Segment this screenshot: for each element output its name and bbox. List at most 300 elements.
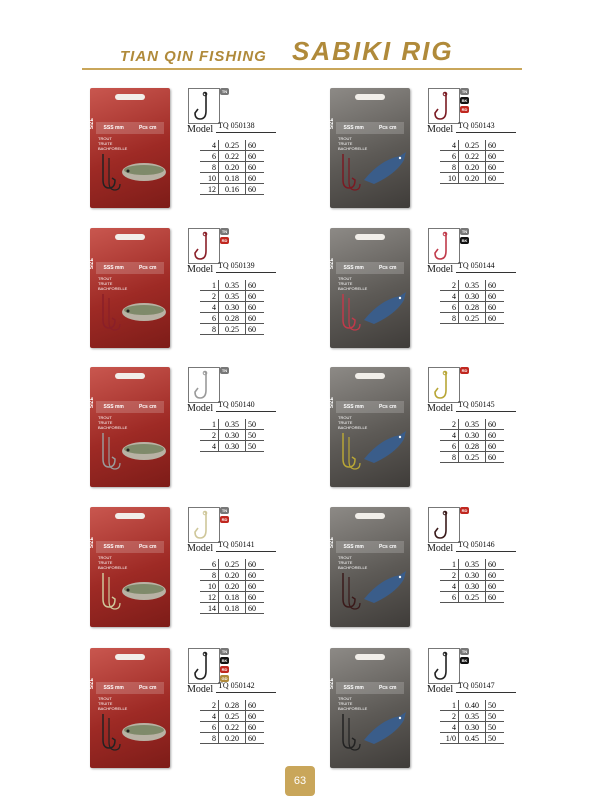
finish-badge: RD bbox=[461, 508, 468, 513]
model-label: Model bbox=[427, 684, 454, 695]
line-diameter-cell: 0.20 bbox=[219, 581, 246, 592]
model-label: Model bbox=[427, 124, 454, 135]
line-diameter-cell: 0.35 bbox=[459, 711, 486, 722]
pack-sss-label: SSS mm bbox=[343, 544, 364, 550]
length-cell: 60 bbox=[246, 162, 265, 173]
pack-species-item: TRUITE bbox=[98, 701, 113, 706]
hook-icon bbox=[432, 91, 456, 121]
table-row bbox=[440, 419, 504, 430]
finish-badge: GD bbox=[221, 676, 228, 681]
hook-size-cell: 10 bbox=[200, 173, 219, 184]
pack-hook-icon bbox=[95, 571, 121, 611]
hook-size-cell: 8 bbox=[200, 162, 219, 173]
hook-icon bbox=[432, 510, 456, 540]
model-underline bbox=[456, 692, 516, 693]
pack-size-label: SIZE bbox=[89, 678, 95, 690]
pack-species-list bbox=[98, 555, 127, 570]
fish-icon bbox=[120, 290, 168, 332]
table-row bbox=[440, 559, 504, 570]
pack-info-band bbox=[336, 541, 404, 553]
model-code: TQ 050145 bbox=[458, 400, 495, 409]
rig-package-image bbox=[90, 367, 170, 487]
hook-size-cell: 4 bbox=[440, 140, 459, 151]
hook-size-cell: 4 bbox=[200, 441, 219, 452]
length-cell: 60 bbox=[486, 151, 505, 162]
hook-size-cell: 8 bbox=[440, 452, 459, 463]
model-label: Model bbox=[187, 543, 214, 554]
table-row bbox=[440, 302, 504, 313]
hook-size-cell: 8 bbox=[440, 313, 459, 324]
hook-size-cell: 6 bbox=[200, 722, 219, 733]
product-card bbox=[330, 228, 580, 353]
table-row bbox=[200, 581, 264, 592]
pack-sss-label: SSS mm bbox=[343, 125, 364, 131]
line-diameter-cell: 0.25 bbox=[459, 140, 486, 151]
pack-info-band bbox=[96, 541, 164, 553]
spec-table bbox=[440, 280, 504, 324]
table-row bbox=[440, 711, 504, 722]
length-cell: 60 bbox=[246, 151, 265, 162]
pack-species-list bbox=[98, 276, 127, 291]
pack-species-item: TRUITE bbox=[338, 560, 353, 565]
pack-sss-label: SSS mm bbox=[103, 404, 124, 410]
pack-hook-icon bbox=[95, 712, 121, 752]
product-card bbox=[330, 507, 580, 632]
line-diameter-cell: 0.20 bbox=[459, 173, 486, 184]
pack-pcs-label: Pcs cm bbox=[378, 265, 397, 271]
hook-size-cell: 6 bbox=[440, 441, 459, 452]
line-diameter-cell: 0.18 bbox=[219, 603, 246, 614]
table-row bbox=[440, 570, 504, 581]
line-diameter-cell: 0.28 bbox=[459, 441, 486, 452]
hook-icon bbox=[432, 370, 456, 400]
pack-species-item: TROUT bbox=[98, 136, 112, 141]
length-cell: 60 bbox=[246, 711, 265, 722]
pack-info-band bbox=[336, 682, 404, 694]
hang-tab bbox=[115, 373, 145, 379]
pack-pcs-label: Pcs cm bbox=[138, 685, 157, 691]
fish-icon bbox=[360, 150, 408, 192]
pack-species-item: TRUITE bbox=[98, 560, 113, 565]
product-card bbox=[90, 367, 340, 492]
pack-species-item: BACHFORELLE bbox=[338, 425, 368, 430]
hook-icon bbox=[432, 231, 456, 261]
hook-icon bbox=[192, 91, 216, 121]
pack-pcs-label: Pcs cm bbox=[138, 265, 157, 271]
pack-hook-icon bbox=[335, 152, 361, 192]
finish-badge: TN bbox=[221, 89, 228, 94]
pack-info-band bbox=[96, 122, 164, 134]
line-diameter-cell: 0.30 bbox=[459, 291, 486, 302]
table-row bbox=[440, 722, 504, 733]
model-label: Model bbox=[187, 124, 214, 135]
spec-table bbox=[200, 140, 264, 195]
hook-size-cell: 6 bbox=[200, 559, 219, 570]
table-row bbox=[440, 441, 504, 452]
pack-species-list bbox=[338, 276, 367, 291]
pack-pcs-label: Pcs cm bbox=[378, 544, 397, 550]
finish-badge: BK bbox=[461, 98, 468, 103]
line-diameter-cell: 0.25 bbox=[459, 452, 486, 463]
line-diameter-cell: 0.30 bbox=[219, 441, 246, 452]
pack-species-item: TROUT bbox=[338, 555, 352, 560]
line-diameter-cell: 0.25 bbox=[219, 324, 246, 335]
model-label: Model bbox=[427, 403, 454, 414]
hook-size-cell: 10 bbox=[200, 581, 219, 592]
pack-sss-label: SSS mm bbox=[343, 685, 364, 691]
pack-hook-icon bbox=[335, 712, 361, 752]
hook-size-cell: 4 bbox=[200, 140, 219, 151]
hook-thumbnail bbox=[188, 228, 220, 264]
hook-size-cell: 14 bbox=[200, 603, 219, 614]
page-header bbox=[0, 0, 600, 80]
line-diameter-cell: 0.22 bbox=[219, 151, 246, 162]
table-row bbox=[200, 280, 264, 291]
length-cell: 60 bbox=[486, 140, 505, 151]
line-diameter-cell: 0.40 bbox=[459, 700, 486, 711]
product-card bbox=[90, 228, 340, 353]
finish-badge: RD bbox=[221, 238, 228, 243]
pack-size-label: SIZE bbox=[89, 258, 95, 270]
pack-size-label: SIZE bbox=[329, 397, 335, 409]
brand-name: TIAN QIN FISHING bbox=[120, 48, 267, 65]
hook-size-cell: 4 bbox=[440, 291, 459, 302]
length-cell: 60 bbox=[486, 280, 505, 291]
spec-table bbox=[440, 419, 504, 463]
hook-size-cell: 6 bbox=[440, 151, 459, 162]
rig-package-image bbox=[330, 228, 410, 348]
length-cell: 50 bbox=[486, 711, 505, 722]
finish-badge: RD bbox=[461, 368, 468, 373]
length-cell: 60 bbox=[486, 313, 505, 324]
finish-badges bbox=[460, 88, 472, 115]
table-row bbox=[440, 452, 504, 463]
hook-size-cell: 4 bbox=[440, 430, 459, 441]
model-code: TQ 050141 bbox=[218, 540, 255, 549]
hang-tab bbox=[355, 373, 385, 379]
length-cell: 60 bbox=[486, 441, 505, 452]
hook-size-cell: 8 bbox=[200, 733, 219, 744]
finish-badge: TN bbox=[221, 649, 228, 654]
line-diameter-cell: 0.35 bbox=[219, 419, 246, 430]
table-row bbox=[200, 733, 264, 744]
hang-tab bbox=[355, 234, 385, 240]
fish-icon bbox=[120, 569, 168, 611]
pack-species-item: TRUITE bbox=[98, 281, 113, 286]
line-diameter-cell: 0.16 bbox=[219, 184, 246, 195]
fish-icon bbox=[120, 429, 168, 471]
pack-species-item: TRUITE bbox=[338, 141, 353, 146]
pack-pcs-label: Pcs cm bbox=[138, 404, 157, 410]
pack-hook-icon bbox=[335, 571, 361, 611]
pack-species-list bbox=[338, 415, 367, 430]
rig-package-image bbox=[330, 88, 410, 208]
finish-badges bbox=[460, 228, 472, 246]
line-diameter-cell: 0.35 bbox=[459, 419, 486, 430]
model-underline bbox=[456, 411, 516, 412]
finish-badge: RD bbox=[221, 517, 228, 522]
pack-species-item: TROUT bbox=[98, 415, 112, 420]
spec-table bbox=[440, 140, 504, 184]
pack-sss-label: SSS mm bbox=[103, 685, 124, 691]
line-diameter-cell: 0.28 bbox=[219, 313, 246, 324]
length-cell: 60 bbox=[486, 291, 505, 302]
model-code: TQ 050138 bbox=[218, 121, 255, 130]
spec-table bbox=[200, 280, 264, 335]
length-cell: 60 bbox=[246, 291, 265, 302]
hook-size-cell: 1 bbox=[200, 419, 219, 430]
pack-info-band bbox=[336, 401, 404, 413]
line-diameter-cell: 0.30 bbox=[459, 430, 486, 441]
model-underline bbox=[216, 272, 276, 273]
line-diameter-cell: 0.30 bbox=[459, 581, 486, 592]
length-cell: 60 bbox=[246, 280, 265, 291]
table-row bbox=[440, 581, 504, 592]
rig-package-image bbox=[90, 507, 170, 627]
finish-badge: BK bbox=[461, 238, 468, 243]
length-cell: 60 bbox=[486, 162, 505, 173]
hook-size-cell: 2 bbox=[440, 570, 459, 581]
hook-size-cell: 6 bbox=[440, 592, 459, 603]
product-card bbox=[90, 648, 340, 773]
length-cell: 50 bbox=[486, 700, 505, 711]
pack-pcs-label: Pcs cm bbox=[378, 125, 397, 131]
table-row bbox=[200, 162, 264, 173]
pack-species-item: TROUT bbox=[338, 276, 352, 281]
pack-sss-label: SSS mm bbox=[103, 544, 124, 550]
pack-size-label: SIZE bbox=[89, 397, 95, 409]
pack-hook-icon bbox=[95, 292, 121, 332]
table-row bbox=[440, 291, 504, 302]
product-card bbox=[90, 507, 340, 632]
hook-thumbnail bbox=[188, 88, 220, 124]
hook-size-cell: 2 bbox=[440, 280, 459, 291]
pack-info-band bbox=[96, 401, 164, 413]
length-cell: 60 bbox=[246, 313, 265, 324]
finish-badge: TN bbox=[221, 229, 228, 234]
product-card bbox=[330, 648, 580, 773]
model-code: TQ 050146 bbox=[458, 540, 495, 549]
pack-species-item: BACHFORELLE bbox=[338, 146, 368, 151]
model-label: Model bbox=[187, 264, 214, 275]
hook-size-cell: 6 bbox=[440, 302, 459, 313]
model-code: TQ 050140 bbox=[218, 400, 255, 409]
length-cell: 60 bbox=[246, 184, 265, 195]
length-cell: 50 bbox=[246, 441, 265, 452]
table-row bbox=[200, 313, 264, 324]
hook-size-cell: 4 bbox=[200, 711, 219, 722]
hook-thumbnail bbox=[428, 367, 460, 403]
line-diameter-cell: 0.30 bbox=[219, 430, 246, 441]
table-row bbox=[200, 700, 264, 711]
hook-thumbnail bbox=[188, 367, 220, 403]
pack-species-item: TROUT bbox=[98, 696, 112, 701]
table-row bbox=[200, 592, 264, 603]
model-underline bbox=[216, 692, 276, 693]
table-row bbox=[440, 140, 504, 151]
pack-species-list bbox=[338, 696, 367, 711]
pack-species-item: TRUITE bbox=[98, 420, 113, 425]
table-row bbox=[200, 302, 264, 313]
pack-hook-icon bbox=[335, 431, 361, 471]
hook-size-cell: 1 bbox=[440, 700, 459, 711]
line-diameter-cell: 0.35 bbox=[459, 559, 486, 570]
length-cell: 60 bbox=[486, 592, 505, 603]
hook-size-cell: 4 bbox=[440, 722, 459, 733]
line-diameter-cell: 0.30 bbox=[459, 722, 486, 733]
hook-size-cell: 12 bbox=[200, 592, 219, 603]
hook-size-cell: 6 bbox=[200, 313, 219, 324]
table-row bbox=[440, 151, 504, 162]
pack-hook-icon bbox=[95, 152, 121, 192]
hang-tab bbox=[115, 654, 145, 660]
hook-thumbnail bbox=[188, 648, 220, 684]
model-underline bbox=[216, 132, 276, 133]
spec-table bbox=[440, 700, 504, 744]
fish-icon bbox=[360, 569, 408, 611]
rig-package-image bbox=[90, 228, 170, 348]
pack-info-band bbox=[96, 682, 164, 694]
page-title: SABIKI RIG bbox=[292, 36, 454, 66]
hang-tab bbox=[355, 513, 385, 519]
page-number: 63 bbox=[285, 766, 315, 796]
model-underline bbox=[456, 272, 516, 273]
line-diameter-cell: 0.18 bbox=[219, 592, 246, 603]
hang-tab bbox=[355, 654, 385, 660]
table-row bbox=[200, 419, 264, 430]
table-row bbox=[440, 173, 504, 184]
pack-species-item: BACHFORELLE bbox=[338, 565, 368, 570]
pack-species-item: BACHFORELLE bbox=[98, 706, 128, 711]
finish-badges bbox=[220, 648, 232, 684]
table-row bbox=[200, 184, 264, 195]
finish-badges bbox=[460, 648, 472, 666]
model-underline bbox=[216, 411, 276, 412]
pack-size-label: SIZE bbox=[329, 258, 335, 270]
length-cell: 50 bbox=[486, 733, 505, 744]
pack-size-label: SIZE bbox=[329, 118, 335, 130]
finish-badge: TN bbox=[461, 649, 468, 654]
pack-hook-icon bbox=[335, 292, 361, 332]
pack-species-list bbox=[98, 415, 127, 430]
pack-species-item: TRUITE bbox=[338, 701, 353, 706]
length-cell: 60 bbox=[486, 302, 505, 313]
hook-size-cell: 10 bbox=[440, 173, 459, 184]
pack-species-item: BACHFORELLE bbox=[98, 425, 128, 430]
fish-icon bbox=[360, 710, 408, 752]
pack-species-item: TROUT bbox=[338, 136, 352, 141]
pack-species-list bbox=[98, 136, 127, 151]
hook-thumbnail bbox=[428, 648, 460, 684]
hook-size-cell: 4 bbox=[440, 581, 459, 592]
line-diameter-cell: 0.18 bbox=[219, 173, 246, 184]
hook-size-cell: 8 bbox=[440, 162, 459, 173]
pack-species-item: TROUT bbox=[338, 696, 352, 701]
hook-thumbnail bbox=[428, 507, 460, 543]
table-row bbox=[440, 733, 504, 744]
model-code: TQ 050144 bbox=[458, 261, 495, 270]
hook-icon bbox=[192, 510, 216, 540]
line-diameter-cell: 0.20 bbox=[459, 162, 486, 173]
pack-species-item: BACHFORELLE bbox=[98, 146, 128, 151]
line-diameter-cell: 0.30 bbox=[459, 570, 486, 581]
length-cell: 60 bbox=[486, 581, 505, 592]
model-label: Model bbox=[187, 684, 214, 695]
rig-package-image bbox=[330, 367, 410, 487]
model-label: Model bbox=[427, 543, 454, 554]
hang-tab bbox=[355, 94, 385, 100]
pack-species-item: TRUITE bbox=[98, 141, 113, 146]
pack-size-label: SIZE bbox=[89, 118, 95, 130]
model-underline bbox=[456, 551, 516, 552]
hang-tab bbox=[115, 513, 145, 519]
length-cell: 60 bbox=[486, 419, 505, 430]
spec-table bbox=[440, 559, 504, 603]
line-diameter-cell: 0.25 bbox=[219, 711, 246, 722]
length-cell: 60 bbox=[246, 581, 265, 592]
finish-badge: BK bbox=[221, 658, 228, 663]
finish-badge: RD bbox=[221, 667, 228, 672]
hook-size-cell: 2 bbox=[200, 430, 219, 441]
pack-species-list bbox=[338, 136, 367, 151]
hook-thumbnail bbox=[428, 88, 460, 124]
pack-pcs-label: Pcs cm bbox=[138, 125, 157, 131]
length-cell: 60 bbox=[246, 140, 265, 151]
hook-size-cell: 8 bbox=[200, 570, 219, 581]
product-card bbox=[330, 367, 580, 492]
table-row bbox=[200, 570, 264, 581]
line-diameter-cell: 0.25 bbox=[459, 313, 486, 324]
line-diameter-cell: 0.25 bbox=[459, 592, 486, 603]
pack-size-label: SIZE bbox=[329, 537, 335, 549]
fish-icon bbox=[120, 710, 168, 752]
table-row bbox=[200, 441, 264, 452]
table-row bbox=[200, 711, 264, 722]
length-cell: 60 bbox=[246, 324, 265, 335]
pack-species-item: BACHFORELLE bbox=[98, 286, 128, 291]
length-cell: 60 bbox=[486, 452, 505, 463]
line-diameter-cell: 0.22 bbox=[219, 722, 246, 733]
hook-size-cell: 1 bbox=[440, 559, 459, 570]
pack-species-item: TROUT bbox=[98, 555, 112, 560]
pack-species-list bbox=[98, 696, 127, 711]
pack-info-band bbox=[336, 122, 404, 134]
pack-sss-label: SSS mm bbox=[103, 125, 124, 131]
line-diameter-cell: 0.25 bbox=[219, 559, 246, 570]
table-row bbox=[440, 280, 504, 291]
hook-size-cell: 12 bbox=[200, 184, 219, 195]
finish-badges bbox=[460, 507, 472, 516]
table-row bbox=[200, 291, 264, 302]
model-label: Model bbox=[427, 264, 454, 275]
length-cell: 60 bbox=[246, 592, 265, 603]
table-row bbox=[440, 700, 504, 711]
line-diameter-cell: 0.35 bbox=[219, 291, 246, 302]
line-diameter-cell: 0.25 bbox=[219, 140, 246, 151]
table-row bbox=[200, 722, 264, 733]
line-diameter-cell: 0.20 bbox=[219, 570, 246, 581]
product-card bbox=[90, 88, 340, 213]
finish-badges bbox=[460, 367, 472, 376]
finish-badge: TN bbox=[221, 508, 228, 513]
table-row bbox=[200, 173, 264, 184]
model-underline bbox=[456, 132, 516, 133]
hook-size-cell: 2 bbox=[440, 419, 459, 430]
spec-table bbox=[200, 700, 264, 744]
length-cell: 50 bbox=[246, 430, 265, 441]
pack-species-item: TRUITE bbox=[338, 420, 353, 425]
product-card bbox=[330, 88, 580, 213]
